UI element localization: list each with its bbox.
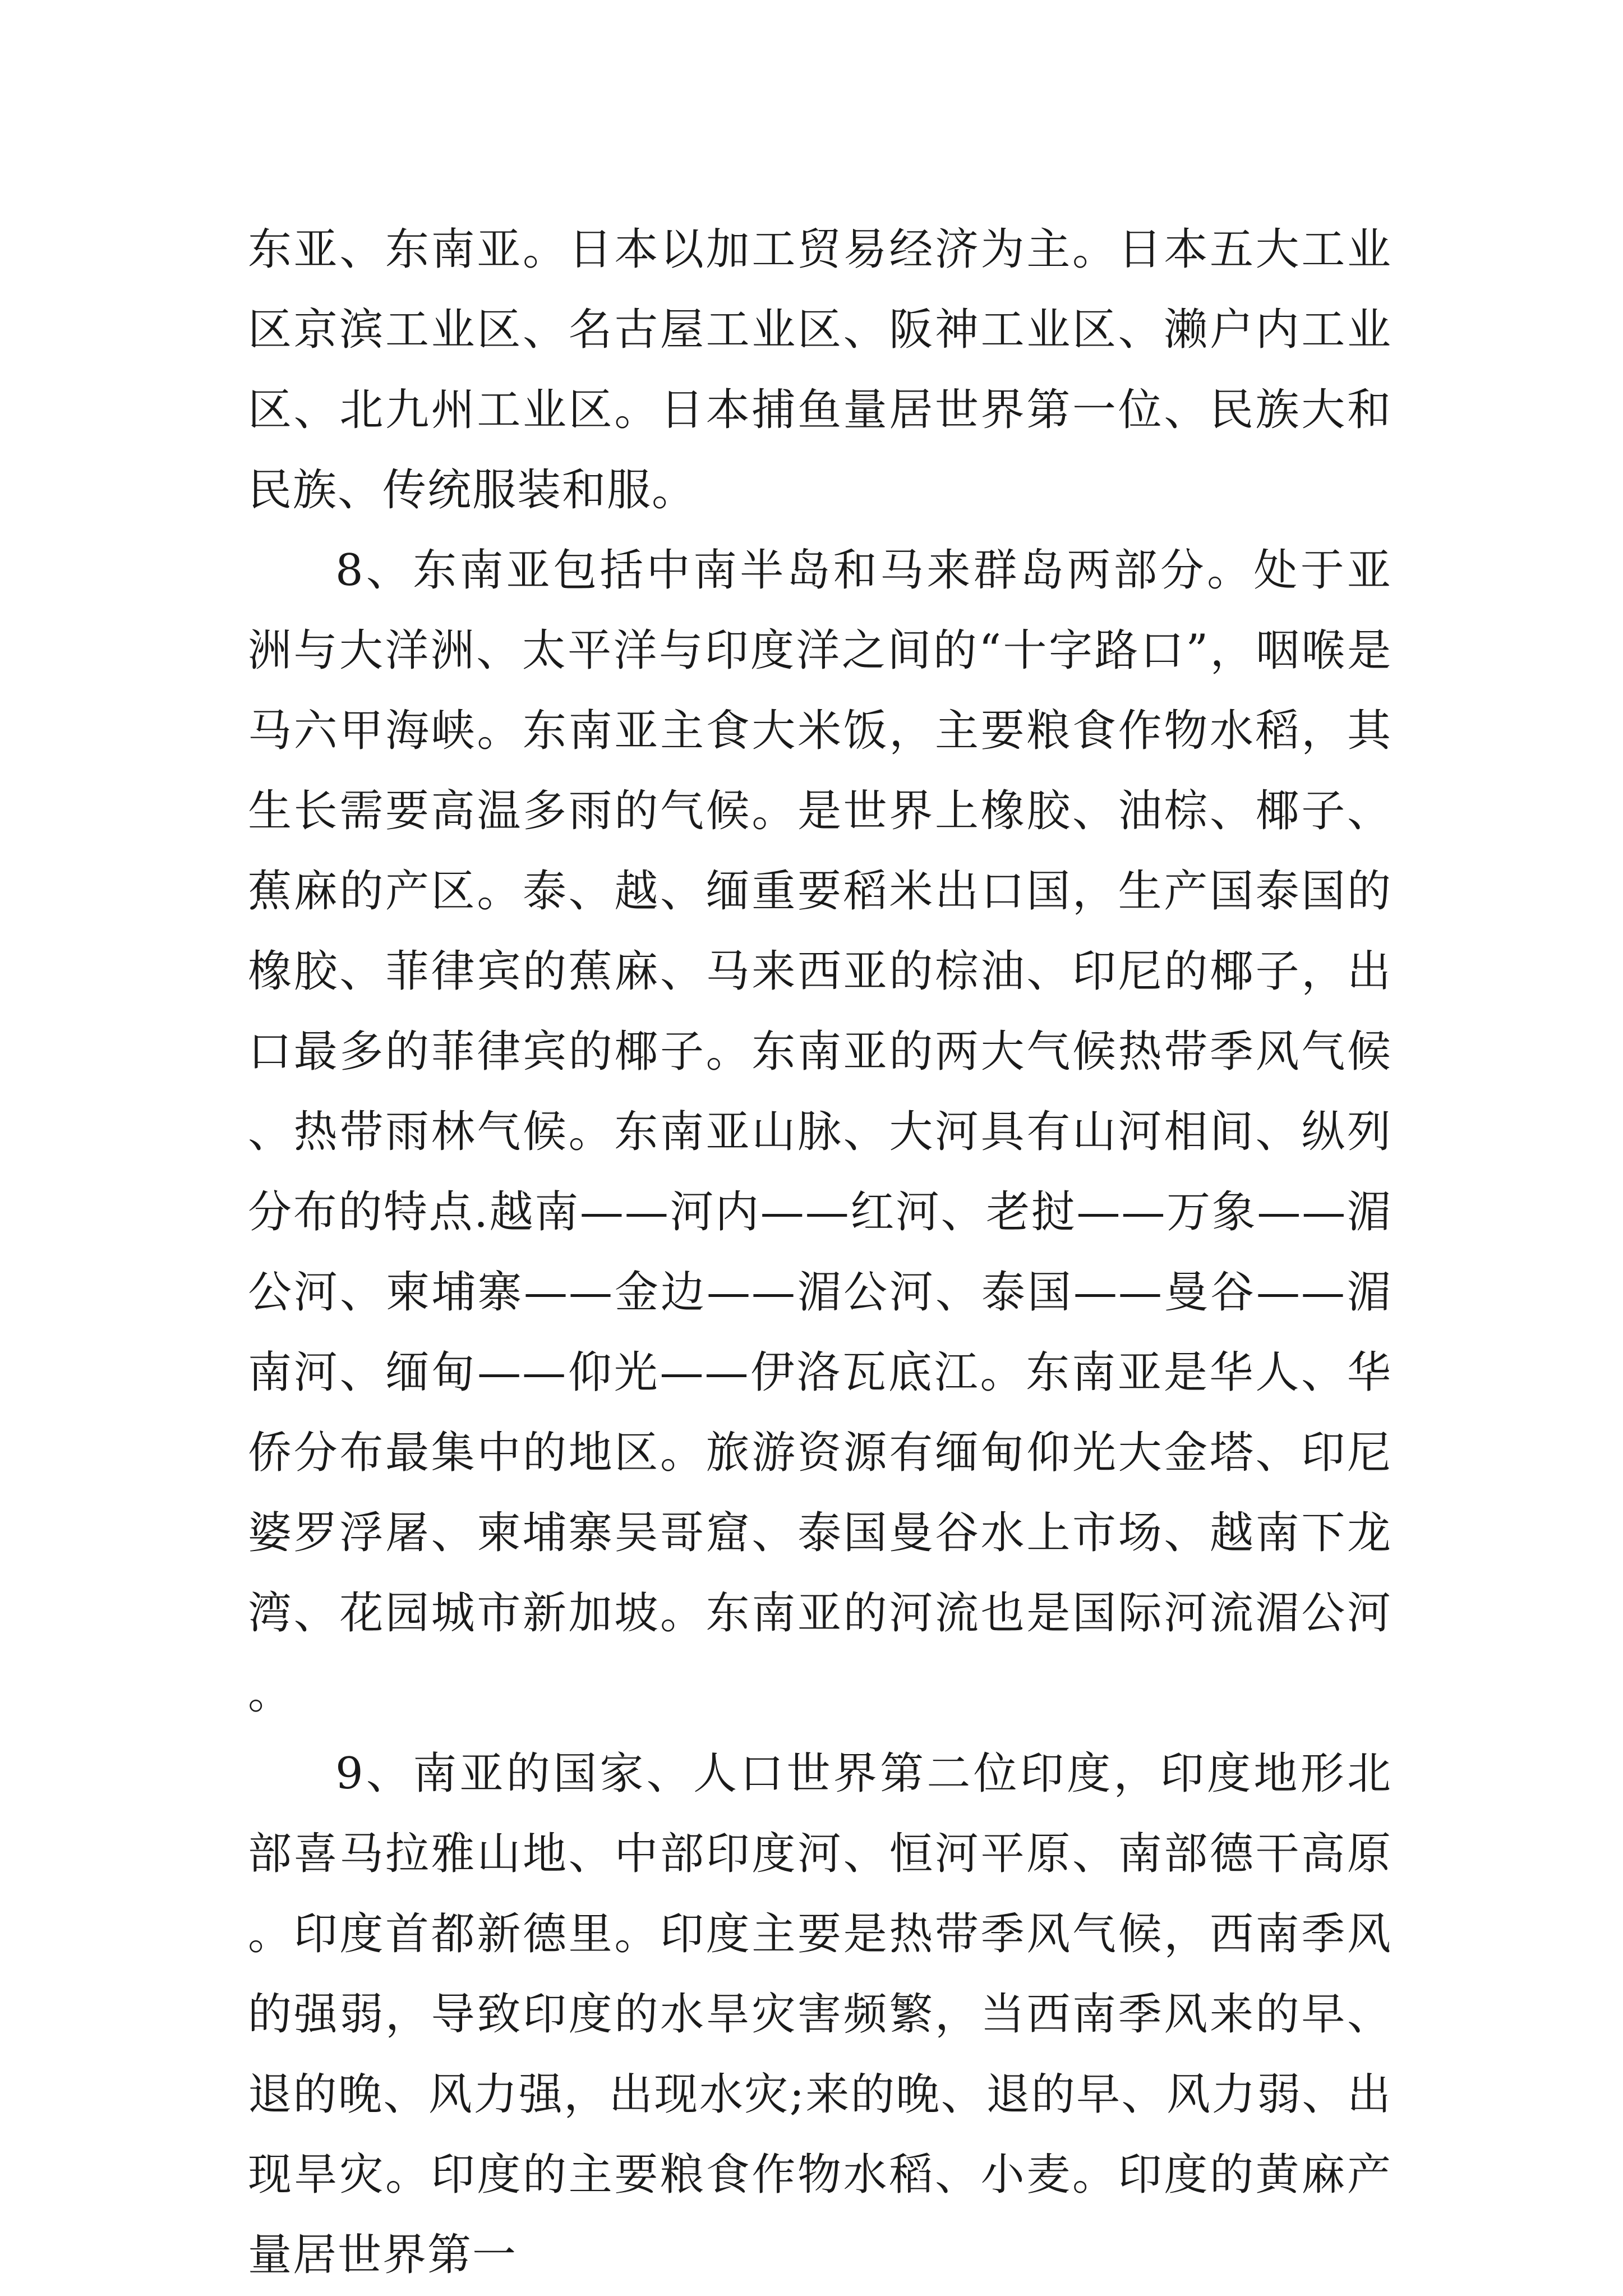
paragraph-8-southeast-asia: 8、东南亚包括中南半岛和马来群岛两部分。处于亚洲与大洋洲、太平洋与印度洋之间的“十字路口”，咽喉是马六甲海峡。东南亚主食大米饭，主要粮食作物水稻，其生长需要高温多雨的气候。是世界上橡胶、油棕、椰子、蕉麻的产区。泰、越、缅重要稻米出口国，生产国泰国的橡胶、菲律宾的蕉麻、马来西亚的棕油、印尼的椰子，出口最多的菲律宾的椰子。东南亚的两大气候热带季风气候、热带雨林气候。东南亚山脉、大河具有山河相间、纵列分布的特点.越南——河内——红河、老挝——万象——湄公河、柬埔寨——金边——湄公河、泰国——曼谷——湄南河、缅甸——仰光——伊洛瓦底江。东南亚是华人、华侨分布最集中的地区。旅游资源有缅甸仰光大金塔、印尼婆罗浮屠、柬埔寨吴哥窟、泰国曼谷水上市场、越南下龙湾、花园城市新加坡。东南亚的河流也是国际河流湄公河。 <box>248 545 1392 1719</box>
paragraph-7-continued: 东亚、东南亚。日本以加工贸易经济为主。日本五大工业区京滨工业区、名古屋工业区、阪神工业区、濑户内工业区、北九州工业区。日本捕鱼量居世界第一位、民族大和民族、传统服装和服。 <box>248 224 1392 516</box>
document-body <box>248 210 1392 2295</box>
paragraph-9-south-asia: 9、南亚的国家、人口世界第二位印度，印度地形北部喜马拉雅山地、中部印度河、恒河平原、南部德干高原。印度首都新德里。印度主要是热带季风气候，西南季风的强弱，导致印度的水旱灾害频繁，当西南季风来的早、退的晚、风力强，出现水灾;来的晚、退的早、风力弱、出现旱灾。印度的主要粮食作物水稻、小麦。印度的黄麻产量居世界第一 <box>248 1749 1392 2280</box>
